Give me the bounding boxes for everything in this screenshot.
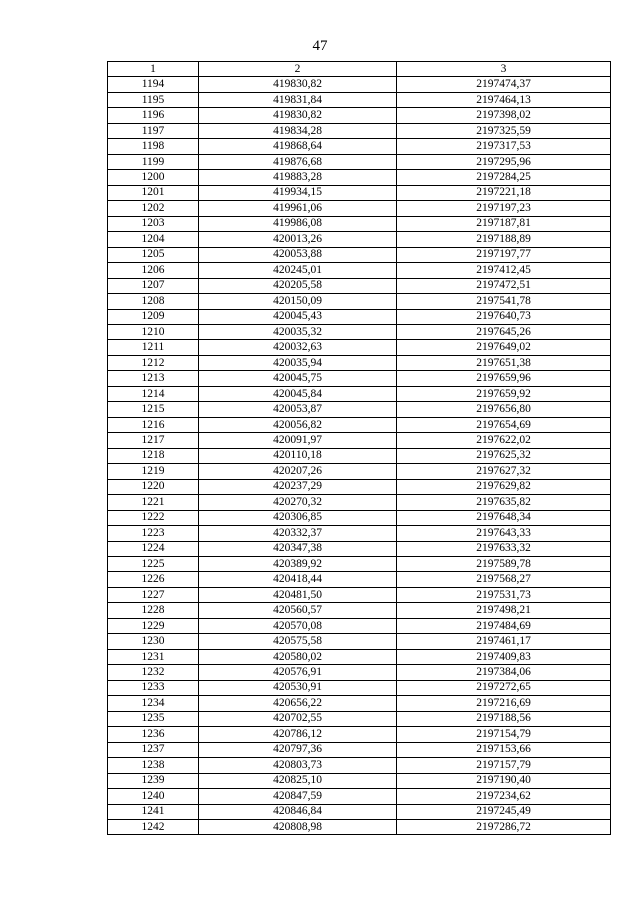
- y-coordinate-cell: 2197245,49: [397, 804, 611, 819]
- table-row: [108, 294, 611, 309]
- x-coordinate-cell: 420702,55: [199, 711, 397, 726]
- table-row: [108, 77, 611, 92]
- point-number-cell: 1228: [108, 603, 199, 618]
- y-coordinate-cell: 2197190,40: [397, 773, 611, 788]
- y-coordinate-cell: 2197654,69: [397, 417, 611, 432]
- table-row: [108, 773, 611, 788]
- table-row: [108, 216, 611, 231]
- point-number-cell: 1208: [108, 294, 199, 309]
- table-row: [108, 170, 611, 185]
- y-coordinate-cell: 2197625,32: [397, 448, 611, 463]
- y-coordinate-cell: 2197284,25: [397, 170, 611, 185]
- x-coordinate-cell: 420560,57: [199, 603, 397, 618]
- coordinates-table: [107, 61, 611, 835]
- x-coordinate-cell: 420035,32: [199, 324, 397, 339]
- point-number-cell: 1211: [108, 340, 199, 355]
- y-coordinate-cell: 2197295,96: [397, 154, 611, 169]
- y-coordinate-cell: 2197272,65: [397, 680, 611, 695]
- point-number-cell: 1222: [108, 510, 199, 525]
- table-row: [108, 603, 611, 618]
- x-coordinate-cell: 420110,18: [199, 448, 397, 463]
- point-number-cell: 1194: [108, 77, 199, 92]
- y-coordinate-cell: 2197648,34: [397, 510, 611, 525]
- y-coordinate-cell: 2197234,62: [397, 789, 611, 804]
- x-coordinate-cell: 420045,84: [199, 386, 397, 401]
- y-coordinate-cell: 2197221,18: [397, 185, 611, 200]
- point-number-cell: 1219: [108, 464, 199, 479]
- table-row: [108, 665, 611, 680]
- y-coordinate-cell: 2197541,78: [397, 294, 611, 309]
- x-coordinate-cell: 419830,82: [199, 77, 397, 92]
- column-header-3: 3: [397, 62, 611, 77]
- table-row: [108, 587, 611, 602]
- x-coordinate-cell: 420150,09: [199, 294, 397, 309]
- table-row: [108, 649, 611, 664]
- point-number-cell: 1210: [108, 324, 199, 339]
- x-coordinate-cell: 420245,01: [199, 263, 397, 278]
- x-coordinate-cell: 420032,63: [199, 340, 397, 355]
- column-header-1: 1: [108, 62, 199, 77]
- y-coordinate-cell: 2197197,77: [397, 247, 611, 262]
- point-number-cell: 1205: [108, 247, 199, 262]
- y-coordinate-cell: 2197659,96: [397, 371, 611, 386]
- point-number-cell: 1216: [108, 417, 199, 432]
- y-coordinate-cell: 2197216,69: [397, 696, 611, 711]
- point-number-cell: 1230: [108, 634, 199, 649]
- y-coordinate-cell: 2197627,32: [397, 464, 611, 479]
- point-number-cell: 1220: [108, 479, 199, 494]
- x-coordinate-cell: 420389,92: [199, 557, 397, 572]
- table-row: [108, 634, 611, 649]
- point-number-cell: 1214: [108, 386, 199, 401]
- table-row: [108, 495, 611, 510]
- x-coordinate-cell: 420207,26: [199, 464, 397, 479]
- point-number-cell: 1241: [108, 804, 199, 819]
- y-coordinate-cell: 2197640,73: [397, 309, 611, 324]
- point-number-cell: 1202: [108, 201, 199, 216]
- y-coordinate-cell: 2197412,45: [397, 263, 611, 278]
- table-header: [108, 62, 611, 77]
- table-row: [108, 340, 611, 355]
- y-coordinate-cell: 2197325,59: [397, 123, 611, 138]
- y-coordinate-cell: 2197656,80: [397, 402, 611, 417]
- point-number-cell: 1196: [108, 108, 199, 123]
- point-number-cell: 1195: [108, 92, 199, 107]
- table-row: [108, 278, 611, 293]
- y-coordinate-cell: 2197384,06: [397, 665, 611, 680]
- point-number-cell: 1212: [108, 355, 199, 370]
- x-coordinate-cell: 420045,43: [199, 309, 397, 324]
- x-coordinate-cell: 419986,08: [199, 216, 397, 231]
- table-row: [108, 232, 611, 247]
- table-row: [108, 557, 611, 572]
- table-row: [108, 680, 611, 695]
- table-row: [108, 541, 611, 556]
- y-coordinate-cell: 2197622,02: [397, 433, 611, 448]
- table-row: [108, 92, 611, 107]
- x-coordinate-cell: 420803,73: [199, 758, 397, 773]
- table-row: [108, 464, 611, 479]
- point-number-cell: 1232: [108, 665, 199, 680]
- x-coordinate-cell: 419876,68: [199, 154, 397, 169]
- y-coordinate-cell: 2197188,56: [397, 711, 611, 726]
- table-row: [108, 727, 611, 742]
- x-coordinate-cell: 419883,28: [199, 170, 397, 185]
- x-coordinate-cell: 420418,44: [199, 572, 397, 587]
- point-number-cell: 1239: [108, 773, 199, 788]
- x-coordinate-cell: 420056,82: [199, 417, 397, 432]
- y-coordinate-cell: 2197629,82: [397, 479, 611, 494]
- x-coordinate-cell: 420205,58: [199, 278, 397, 293]
- x-coordinate-cell: 420825,10: [199, 773, 397, 788]
- table-row: [108, 804, 611, 819]
- table-row: [108, 819, 611, 834]
- y-coordinate-cell: 2197568,27: [397, 572, 611, 587]
- x-coordinate-cell: 420270,32: [199, 495, 397, 510]
- point-number-cell: 1207: [108, 278, 199, 293]
- y-coordinate-cell: 2197461,17: [397, 634, 611, 649]
- y-coordinate-cell: 2197649,02: [397, 340, 611, 355]
- table-row: [108, 711, 611, 726]
- y-coordinate-cell: 2197531,73: [397, 587, 611, 602]
- y-coordinate-cell: 2197317,53: [397, 139, 611, 154]
- y-coordinate-cell: 2197187,81: [397, 216, 611, 231]
- x-coordinate-cell: 420530,91: [199, 680, 397, 695]
- point-number-cell: 1229: [108, 618, 199, 633]
- table-row: [108, 479, 611, 494]
- table-row: [108, 309, 611, 324]
- point-number-cell: 1225: [108, 557, 199, 572]
- point-number-cell: 1238: [108, 758, 199, 773]
- column-header-2: 2: [199, 62, 397, 77]
- point-number-cell: 1209: [108, 309, 199, 324]
- y-coordinate-cell: 2197286,72: [397, 819, 611, 834]
- table-row: [108, 448, 611, 463]
- y-coordinate-cell: 2197398,02: [397, 108, 611, 123]
- page-number: 47: [312, 38, 328, 54]
- point-number-cell: 1198: [108, 139, 199, 154]
- y-coordinate-cell: 2197645,26: [397, 324, 611, 339]
- x-coordinate-cell: 419934,15: [199, 185, 397, 200]
- y-coordinate-cell: 2197188,89: [397, 232, 611, 247]
- table-row: [108, 355, 611, 370]
- point-number-cell: 1235: [108, 711, 199, 726]
- y-coordinate-cell: 2197153,66: [397, 742, 611, 757]
- point-number-cell: 1221: [108, 495, 199, 510]
- point-number-cell: 1203: [108, 216, 199, 231]
- x-coordinate-cell: 420306,85: [199, 510, 397, 525]
- y-coordinate-cell: 2197633,32: [397, 541, 611, 556]
- y-coordinate-cell: 2197651,38: [397, 355, 611, 370]
- x-coordinate-cell: 420481,50: [199, 587, 397, 602]
- point-number-cell: 1240: [108, 789, 199, 804]
- y-coordinate-cell: 2197409,83: [397, 649, 611, 664]
- y-coordinate-cell: 2197472,51: [397, 278, 611, 293]
- x-coordinate-cell: 420045,75: [199, 371, 397, 386]
- point-number-cell: 1201: [108, 185, 199, 200]
- point-number-cell: 1227: [108, 587, 199, 602]
- x-coordinate-cell: 419830,82: [199, 108, 397, 123]
- x-coordinate-cell: 420053,87: [199, 402, 397, 417]
- point-number-cell: 1206: [108, 263, 199, 278]
- header-row: [108, 62, 611, 77]
- x-coordinate-cell: 420575,58: [199, 634, 397, 649]
- x-coordinate-cell: 420808,98: [199, 819, 397, 834]
- table-row: [108, 185, 611, 200]
- table-row: [108, 386, 611, 401]
- y-coordinate-cell: 2197197,23: [397, 201, 611, 216]
- y-coordinate-cell: 2197498,21: [397, 603, 611, 618]
- table-row: [108, 324, 611, 339]
- x-coordinate-cell: 419868,64: [199, 139, 397, 154]
- point-number-cell: 1237: [108, 742, 199, 757]
- table-row: [108, 402, 611, 417]
- table-row: [108, 526, 611, 541]
- table-row: [108, 742, 611, 757]
- x-coordinate-cell: 420576,91: [199, 665, 397, 680]
- table-row: [108, 263, 611, 278]
- x-coordinate-cell: 420847,59: [199, 789, 397, 804]
- y-coordinate-cell: 2197464,13: [397, 92, 611, 107]
- table-row: [108, 154, 611, 169]
- point-number-cell: 1242: [108, 819, 199, 834]
- table-row: [108, 247, 611, 262]
- y-coordinate-cell: 2197589,78: [397, 557, 611, 572]
- table-row: [108, 371, 611, 386]
- point-number-cell: 1226: [108, 572, 199, 587]
- point-number-cell: 1204: [108, 232, 199, 247]
- y-coordinate-cell: 2197659,92: [397, 386, 611, 401]
- x-coordinate-cell: 420053,88: [199, 247, 397, 262]
- point-number-cell: 1215: [108, 402, 199, 417]
- y-coordinate-cell: 2197635,82: [397, 495, 611, 510]
- x-coordinate-cell: 420347,38: [199, 541, 397, 556]
- x-coordinate-cell: 420580,02: [199, 649, 397, 664]
- point-number-cell: 1213: [108, 371, 199, 386]
- table-row: [108, 758, 611, 773]
- y-coordinate-cell: 2197643,33: [397, 526, 611, 541]
- x-coordinate-cell: 420013,26: [199, 232, 397, 247]
- x-coordinate-cell: 420797,36: [199, 742, 397, 757]
- x-coordinate-cell: 420237,29: [199, 479, 397, 494]
- x-coordinate-cell: 420570,08: [199, 618, 397, 633]
- y-coordinate-cell: 2197484,69: [397, 618, 611, 633]
- table-row: [108, 618, 611, 633]
- point-number-cell: 1199: [108, 154, 199, 169]
- point-number-cell: 1233: [108, 680, 199, 695]
- y-coordinate-cell: 2197154,79: [397, 727, 611, 742]
- point-number-cell: 1218: [108, 448, 199, 463]
- point-number-cell: 1217: [108, 433, 199, 448]
- x-coordinate-cell: 420846,84: [199, 804, 397, 819]
- point-number-cell: 1200: [108, 170, 199, 185]
- point-number-cell: 1223: [108, 526, 199, 541]
- point-number-cell: 1236: [108, 727, 199, 742]
- y-coordinate-cell: 2197157,79: [397, 758, 611, 773]
- table-body: [108, 77, 611, 835]
- table-row: [108, 139, 611, 154]
- table-row: [108, 108, 611, 123]
- point-number-cell: 1224: [108, 541, 199, 556]
- table-row: [108, 123, 611, 138]
- table-row: [108, 433, 611, 448]
- point-number-cell: 1197: [108, 123, 199, 138]
- table-row: [108, 201, 611, 216]
- x-coordinate-cell: 420091,97: [199, 433, 397, 448]
- x-coordinate-cell: 419961,06: [199, 201, 397, 216]
- x-coordinate-cell: 420035,94: [199, 355, 397, 370]
- x-coordinate-cell: 419831,84: [199, 92, 397, 107]
- x-coordinate-cell: 420656,22: [199, 696, 397, 711]
- table-row: [108, 572, 611, 587]
- table-row: [108, 789, 611, 804]
- x-coordinate-cell: 420332,37: [199, 526, 397, 541]
- x-coordinate-cell: 419834,28: [199, 123, 397, 138]
- table-row: [108, 510, 611, 525]
- point-number-cell: 1234: [108, 696, 199, 711]
- table-row: [108, 417, 611, 432]
- point-number-cell: 1231: [108, 649, 199, 664]
- table-row: [108, 696, 611, 711]
- y-coordinate-cell: 2197474,37: [397, 77, 611, 92]
- x-coordinate-cell: 420786,12: [199, 727, 397, 742]
